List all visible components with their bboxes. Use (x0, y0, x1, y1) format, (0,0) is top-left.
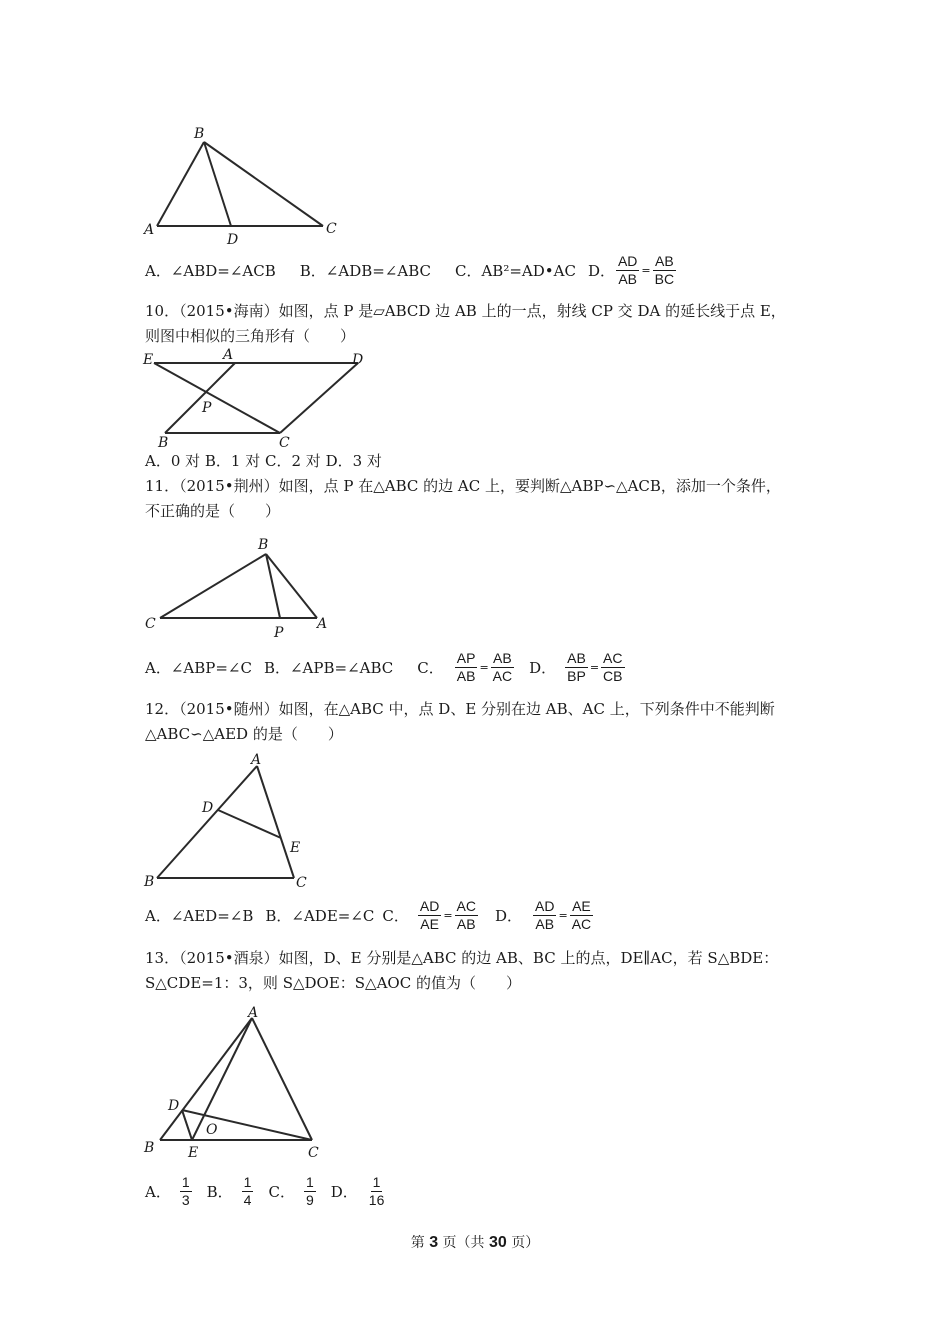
q13-d-frac: $\frac{1}{16}$ (368, 1174, 385, 1208)
q11-c-frac-2: $\frac{AB}{AC}$ (492, 650, 513, 684)
q13-option-b: B． (206, 1183, 233, 1201)
label-A: A (144, 222, 155, 238)
label-C: C (308, 1145, 319, 1161)
q9-figure (140, 120, 350, 250)
q12-line-1: 12．（2015•随州）如图，在△ABC 中，点 D、E 分别在边 AB、AC 上，下列条件中不能判断 (145, 700, 775, 718)
q10-figure (140, 345, 380, 450)
q11-option-a: A．∠ABP=∠C (145, 659, 252, 677)
label-E: E (290, 840, 301, 856)
q13-line-1: 13．（2015•酒泉）如图，D、E 分别是△ABC 的边 AB、BC 上的点，DE∥AC，若 S△BDE： (145, 949, 779, 967)
q12-stem (145, 697, 825, 747)
q12-d-frac-2: $\frac{AE}{AC}$ (571, 898, 592, 932)
label-O: O (206, 1122, 218, 1138)
q10-line-2: 则图中相似的三角形有（ ） (145, 327, 356, 345)
q10-options: A．0 对 B．1 对 C．2 对 D．3 对 (145, 452, 382, 470)
label-D: D (168, 1098, 180, 1114)
q12-option-b: B．∠ADE=∠C (265, 907, 375, 925)
label-D: D (227, 232, 239, 248)
q13-option-c: C． (268, 1183, 295, 1201)
label-A: A (223, 347, 234, 363)
label-C: C (296, 875, 307, 891)
q11-line-2: 不正确的是（ ） (145, 502, 281, 520)
q12-d-frac-1: $\frac{AD}{AB}$ (535, 898, 555, 932)
q12-c-frac-1: $\frac{AD}{AE}$ (419, 898, 440, 932)
q13-b-frac: $\frac{1}{4}$ (243, 1174, 252, 1208)
q11-figure (140, 532, 340, 642)
q9-option-c: C．AB²=AD•AC (455, 262, 576, 280)
label-C: C (145, 616, 156, 632)
q12-figure (140, 750, 330, 895)
q11-d-frac-1: $\frac{AB}{BP}$ (567, 650, 586, 684)
label-A: A (251, 752, 262, 768)
q11-c-frac-1: $\frac{AP}{AB}$ (456, 650, 476, 684)
label-B: B (144, 1140, 155, 1156)
q9-frac-1: $\frac{AD}{AB}$ (617, 253, 638, 287)
q12-options: A．∠AED=∠B B．∠ADE=∠C C． $\frac{AD}{AE}$ = $\frac{AC}{AB}$ D． $\frac{AD}{AB}$ = $\frac{AE}{AC}$ (145, 898, 592, 932)
page-total: 30 (489, 1234, 507, 1251)
q12-option-c: C． (382, 907, 409, 925)
label-A: A (248, 1005, 259, 1021)
q11-line-1: 11．（2015•荆州）如图，点 P 在△ABC 的边 AC 上，要判断△ABP∽△ACB，添加一个条件， (145, 477, 781, 495)
q13-line-2: S△CDE=1：3，则 S△DOE：S△AOC 的值为（ ） (145, 974, 521, 992)
label-B: B (158, 435, 169, 451)
q11-option-c: C． (417, 659, 444, 677)
q10-stem (145, 299, 825, 349)
q9-options: A．∠ABD=∠ACB B．∠ADB=∠ABC C．AB²=AD•AC D． $\frac{AD}{AB}$ = $\frac{AB}{BC}$ (145, 253, 675, 287)
label-E: E (188, 1145, 199, 1161)
q9-option-b: B．∠ADB=∠ABC (299, 262, 431, 280)
q11-options: A．∠ABP=∠C B．∠APB=∠ABC C． $\frac{AP}{AB}$ = $\frac{AB}{AC}$ D． $\frac{AB}{BP}$ = $\frac{AC}{CB}$ (145, 650, 623, 684)
q9-option-d: D． (587, 262, 615, 280)
label-D: D (352, 352, 364, 368)
q12-line-2: △ABC∽△AED 的是（ ） (145, 725, 343, 743)
page-footer: 第 3 页（共 30 页） (410, 1234, 540, 1251)
q11-d-frac-2: $\frac{AC}{CB}$ (603, 650, 623, 684)
label-A: A (317, 616, 328, 632)
page-number: 3 (429, 1234, 439, 1251)
q12-option-a: A．∠AED=∠B (145, 907, 254, 925)
label-P: P (202, 400, 212, 416)
q11-stem (145, 474, 825, 524)
q13-options (145, 1174, 387, 1209)
q11-option-d: D． (529, 659, 557, 677)
label-P: P (274, 625, 284, 641)
q13-a-frac: $\frac{1}{3}$ (181, 1174, 190, 1208)
label-B: B (144, 874, 155, 890)
q13-stem (145, 946, 825, 996)
label-C: C (326, 221, 337, 237)
q13-c-frac: $\frac{1}{9}$ (305, 1174, 314, 1208)
q9-frac-2: $\frac{AB}{BC}$ (654, 253, 675, 287)
label-B: B (194, 126, 205, 142)
q9-option-a: A．∠ABD=∠ACB (145, 262, 276, 280)
label-B: B (258, 537, 269, 553)
q12-option-d: D． (495, 907, 523, 925)
q11-option-b: B．∠APB=∠ABC (263, 659, 394, 677)
q13-option-d: D． (330, 1183, 358, 1201)
label-E: E (143, 352, 154, 368)
q12-c-frac-2: $\frac{AC}{AB}$ (456, 898, 476, 932)
label-C: C (279, 435, 290, 451)
label-D: D (202, 800, 214, 816)
q13-figure (140, 1000, 340, 1165)
q13-option-a: A． (145, 1183, 171, 1201)
q10-line-1: 10．（2015•海南）如图，点 P 是▱ABCD 边 AB 上的一点，射线 CP 交 DA 的延长线于点 E， (145, 302, 786, 320)
